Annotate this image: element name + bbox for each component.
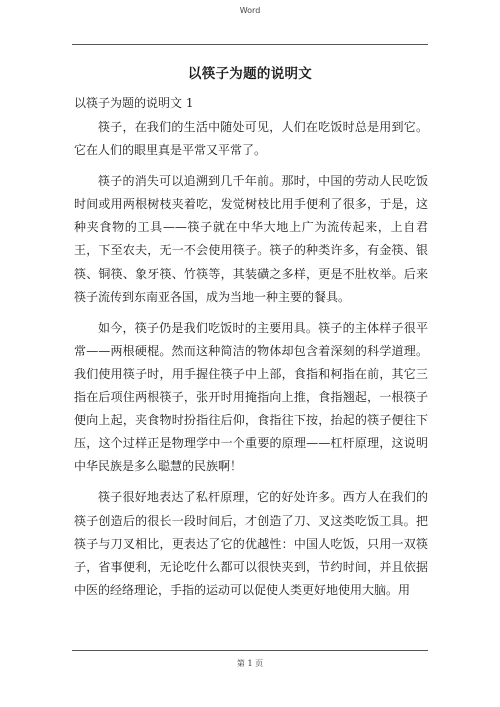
document-subtitle: 以筷子为题的说明文 1	[74, 96, 194, 110]
footer-divider	[72, 650, 428, 651]
paragraph-3: 如今，筷子仍是我们吃饭时的主要用具。筷子的主体样子很平常——两根硬棍。然而这种简洁的物体却包含着深刻的科学道理。我们使用筷子时，用手握住筷子中上部，食指和柯指在前，其它三指在后项住两根筷子，张开时用掩指向上推，食指翘起，一根筷子便向上起，夹食物时扮指往后仰，食指往下按，抬起的筷子便往下压，这个过样正是物理学中一个重要的原理——杠杆原理，这说明中华民族是多么聪慧的民族啊！	[74, 320, 428, 474]
page-header	[0, 0, 500, 48]
page-number: 第 1 页	[236, 659, 264, 668]
paragraph-2: 筷子的消失可以追溯到几千年前。那时，中国的劳动人民吃饭时间或用两根树枝夹着吃，发觉树枝比用手便利了很多，于是，这种夹食物的工具——筷子就在中华大地上广为流传起来，上自君王，下至农夫，无一不会使用筷子。筷子的种类许多，有金筷、银筷、铜筷、象牙筷、竹筷等，其装磺之多样，更是不肚枚举。后来筷子流传到东南亚各国，成为当地一种主要的餐具。	[74, 174, 428, 304]
document-title: 以筷子为题的说明文	[187, 66, 313, 82]
paragraph-1: 筷子，在我们的生活中随处可见，人们在吃饭时总是用到它。它在人们的眼里真是平常又平常了。	[74, 120, 428, 158]
header-label: Word	[239, 6, 261, 15]
page-footer	[0, 650, 500, 707]
header-divider	[72, 44, 428, 45]
paragraph-4: 筷子很好地表达了私杆原理，它的好处许多。西方人在我们的筷子创造后的很长一段时间后，才创造了刀、叉这类吃饭工具。把筷子与刀叉相比，更表达了它的优越性：中国人吃饭，只用一双筷子，省事便利，无论吃什么都可以很快夹到，节约时间，并且依据中医的经络理论，手指的运动可以促使人类更好地使用大脑。用	[74, 490, 428, 597]
document-body	[74, 116, 428, 610]
